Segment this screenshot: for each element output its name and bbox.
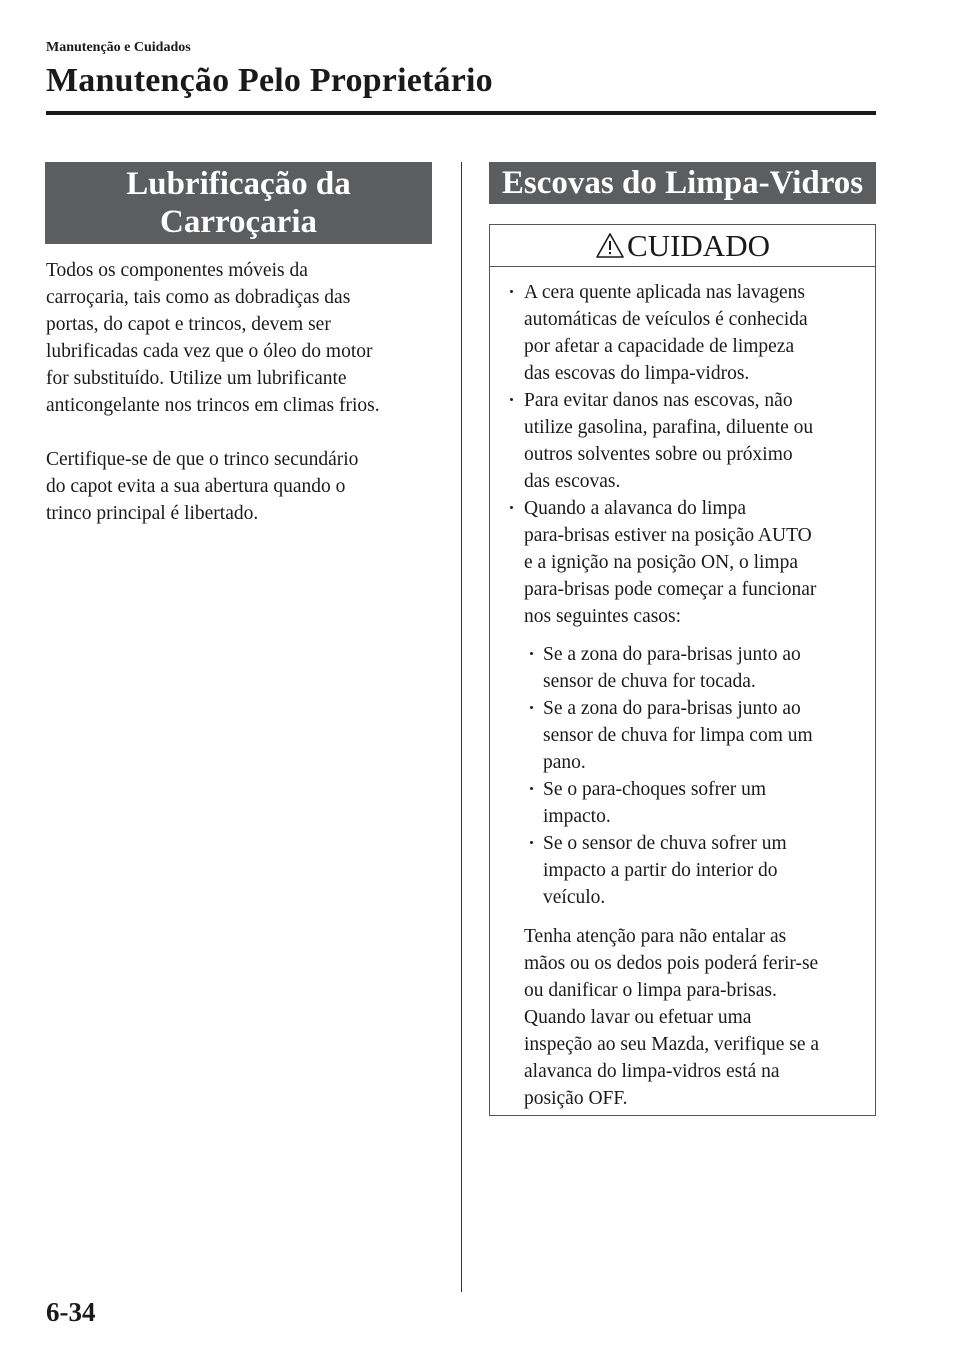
text-line: Para evitar danos nas escovas, não	[524, 390, 793, 411]
warning-triangle-icon	[595, 232, 625, 259]
lubrication-heading-line2: Carroçaria	[160, 204, 317, 240]
text-line: mãos ou os dedos pois poderá ferir-se	[524, 953, 819, 974]
page-number: 6-34	[46, 1297, 96, 1327]
text-line: Quando a alavanca do limpa	[524, 498, 746, 519]
text-line: por afetar a capacidade de limpeza	[524, 336, 795, 357]
text-line: anticongelante nos trincos em climas frios.	[46, 395, 380, 416]
bullet-dot-icon	[510, 398, 513, 401]
text-line: trinco principal é libertado.	[46, 503, 259, 524]
wiper-blades-heading: Escovas do Limpa-Vidros	[489, 162, 876, 204]
text-line: Todos os componentes móveis da	[46, 260, 308, 281]
bullet-dot-icon	[530, 841, 533, 844]
section-title: Manutenção Pelo Proprietário	[46, 62, 493, 99]
sub-bullet	[490, 830, 875, 911]
lubrication-heading-line1: Lubrificação da	[126, 166, 351, 202]
caution-bullet	[490, 279, 875, 387]
caution-bullet	[490, 495, 875, 630]
text-line: Tenha atenção para não entalar as	[524, 926, 787, 947]
caution-header	[490, 225, 875, 267]
text-line: for substituído. Utilize um lubrificante	[46, 368, 347, 389]
text-line: sensor de chuva for limpa com um	[543, 725, 813, 746]
column-divider	[461, 162, 462, 1292]
caution-title: CUIDADO	[627, 228, 770, 263]
text-line: inspeção ao seu Mazda, verifique se a	[524, 1034, 820, 1055]
text-line: para-brisas pode começar a funcionar	[524, 579, 817, 600]
chapter-label: Manutenção e Cuidados	[46, 40, 191, 55]
text-line: utilize gasolina, parafina, diluente ou	[524, 417, 814, 438]
bullet-dot-icon	[510, 290, 513, 293]
text-line: veículo.	[543, 887, 606, 908]
sub-bullet	[490, 641, 875, 695]
text-line: das escovas do limpa-vidros.	[524, 363, 750, 384]
text-line: do capot evita a sua abertura quando o	[46, 476, 346, 497]
text-line: Se a zona do para-brisas junto ao	[543, 644, 801, 665]
lubrication-paragraph-1	[46, 257, 446, 419]
text-line: Quando lavar ou efetuar uma	[524, 1007, 752, 1028]
text-line: sensor de chuva for tocada.	[543, 671, 756, 692]
text-line: alavanca do limpa-vidros está na	[524, 1061, 780, 1082]
text-line: impacto a partir do interior do	[543, 860, 778, 881]
sub-bullet	[490, 695, 875, 776]
text-line: lubrificadas cada vez que o óleo do motor	[46, 341, 373, 362]
bullet-dot-icon	[530, 652, 533, 655]
bullet-dot-icon	[530, 706, 533, 709]
text-line: para-brisas estiver na posição AUTO	[524, 525, 812, 546]
text-line: A cera quente aplicada nas lavagens	[524, 282, 805, 303]
caution-body	[490, 279, 875, 1112]
bullet-dot-icon	[530, 787, 533, 790]
sub-bullet-list	[490, 641, 875, 911]
text-line: automáticas de veículos é conhecida	[524, 309, 808, 330]
text-line: posição OFF.	[524, 1088, 628, 1109]
lubrication-heading	[45, 162, 432, 244]
header-rule	[46, 111, 876, 115]
text-line: pano.	[543, 752, 586, 773]
text-line: Certifique-se de que o trinco secundário	[46, 449, 359, 470]
text-line: impacto.	[543, 806, 611, 827]
sub-bullet	[490, 776, 875, 830]
lubrication-paragraph-2	[46, 446, 446, 527]
text-line: nos seguintes casos:	[524, 606, 682, 627]
caution-note	[490, 923, 875, 1112]
text-line: ou danificar o limpa para-brisas.	[524, 980, 777, 1001]
text-line: portas, do capot e trincos, devem ser	[46, 314, 331, 335]
text-line: outros solventes sobre ou próximo	[524, 444, 793, 465]
caution-box	[489, 224, 876, 1116]
text-line: Se o para-choques sofrer um	[543, 779, 767, 800]
bullet-dot-icon	[510, 506, 513, 509]
caution-bullet	[490, 387, 875, 495]
text-line: das escovas.	[524, 471, 621, 492]
text-line: Se a zona do para-brisas junto ao	[543, 698, 801, 719]
text-line: Se o sensor de chuva sofrer um	[543, 833, 787, 854]
text-line: e a ignição na posição ON, o limpa	[524, 552, 798, 573]
text-line: carroçaria, tais como as dobradiças das	[46, 287, 351, 308]
